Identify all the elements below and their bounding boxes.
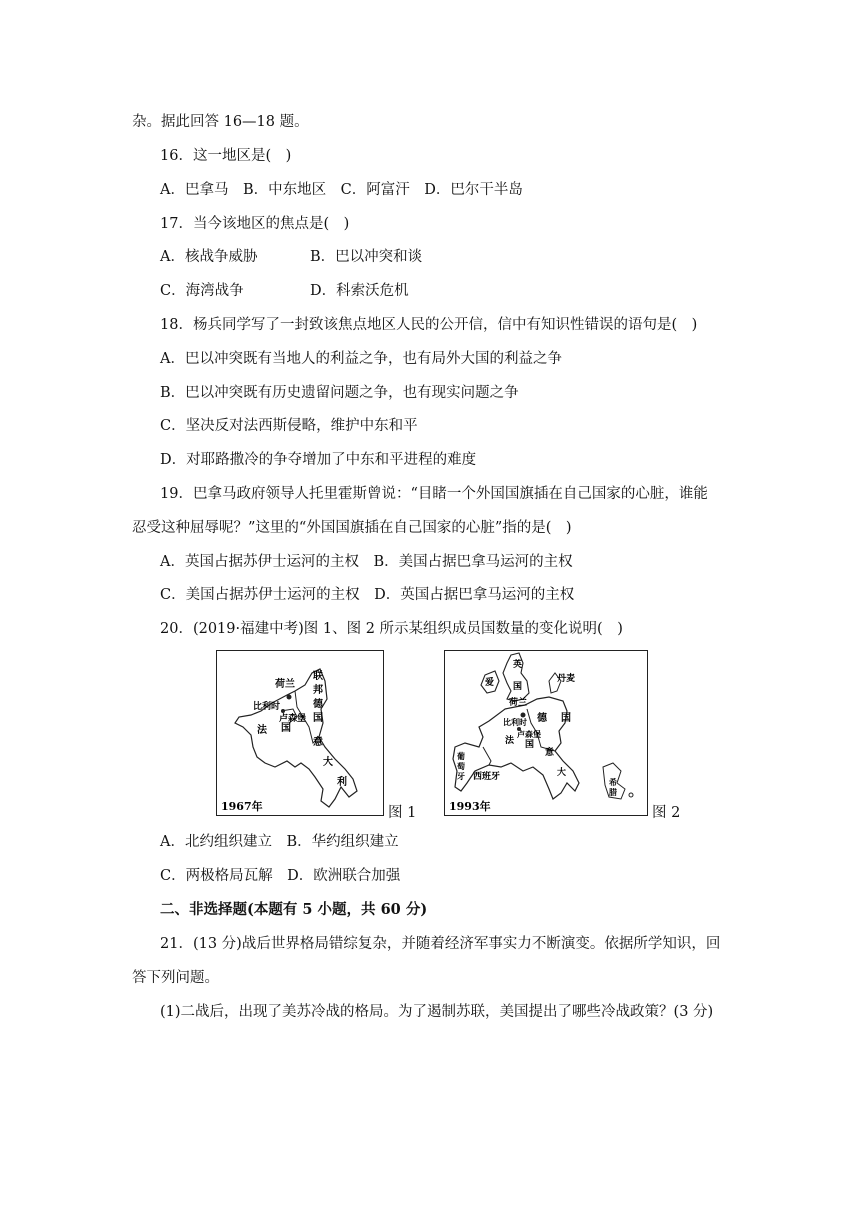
label-spain: 西班牙: [473, 772, 501, 782]
label-italy-3: 利: [337, 777, 347, 788]
label-germany-2: 国: [561, 713, 571, 724]
label-portugal-2: 萄: [457, 761, 465, 771]
label-luxembourg: 卢森堡: [279, 714, 307, 724]
label-frg-2: 邦: [313, 685, 323, 696]
label-ireland: 爱: [485, 678, 495, 688]
map-year-1993: 1993年: [449, 800, 491, 813]
question-21-line1: 21．(13 分)战后世界格局错综复杂，并随着经济军事实力不断演变。依据所学知识，回: [160, 936, 721, 952]
question-18-option-c: C．坚决反对法西斯侵略，维护中东和平: [160, 418, 418, 434]
question-19-options-ab: A．英国占据苏伊士运河的主权 B．美国占据巴拿马运河的主权: [160, 554, 573, 570]
section-heading: 二、非选择题(本题有 5 小题，共 60 分): [160, 901, 428, 918]
question-20-options-ab: A．北约组织建立 B．华约组织建立: [160, 834, 399, 850]
question-16-options: A．巴拿马 B．中东地区 C．阿富汗 D．巴尔干半岛: [160, 182, 523, 198]
netherlands-marker: [287, 695, 292, 700]
label-france-2: 国: [281, 723, 291, 734]
question-18-option-a: A．巴以冲突既有当地人的利益之争，也有局外大国的利益之争: [160, 351, 562, 367]
question-17-option-a: A．核战争威胁: [160, 249, 258, 265]
label-denmark: 丹麦: [557, 674, 576, 684]
label-italy-2: 大: [323, 757, 333, 768]
label-frg-3: 德: [313, 699, 323, 710]
map-figure-2: [444, 650, 648, 816]
label-uk-2: 国: [513, 682, 523, 692]
label-luxembourg: 卢森堡: [517, 729, 541, 739]
question-17-option-d: D．科索沃危机: [310, 283, 409, 299]
figure-2-caption: 图 2: [652, 805, 681, 821]
label-italy-2: 大: [557, 768, 567, 778]
label-portugal-1: 葡: [457, 751, 465, 761]
text-line: 杂。据此回答 16—18 题。: [132, 114, 309, 130]
question-21-line2: 答下列问题。: [132, 970, 219, 986]
question-16: 16．这一地区是( ): [160, 148, 292, 164]
question-20-options-cd: C．两极格局瓦解 D．欧洲联合加强: [160, 868, 401, 884]
label-italy-1: 意: [313, 737, 323, 748]
label-greece-1: 希: [609, 777, 617, 787]
question-18-option-d: D．对耶路撒冷的争夺增加了中东和平进程的难度: [160, 452, 477, 468]
label-france: 法: [505, 736, 515, 746]
label-italy-1: 意: [545, 748, 555, 758]
figure-1-caption: 图 1: [388, 805, 417, 821]
question-19-options-cd: C．美国占据苏伊士运河的主权 D．英国占据巴拿马运河的主权: [160, 587, 575, 603]
question-20: 20．(2019·福建中考)图 1、图 2 所示某组织成员国数量的变化说明( ): [160, 621, 623, 637]
map-year-1967: 1967年: [221, 800, 263, 813]
label-france-2: 国: [525, 740, 535, 750]
label-netherlands: 荷兰: [509, 698, 528, 708]
label-frg-1: 联: [313, 671, 323, 682]
label-greece-2: 腊: [609, 787, 617, 797]
label-portugal-3: 牙: [457, 771, 465, 781]
map-1967-illustration: [217, 651, 383, 815]
map-1993-illustration: [445, 651, 647, 815]
label-uk-1: 英: [513, 660, 523, 670]
luxembourg-marker: [281, 709, 285, 713]
label-belgium: 比利时: [503, 717, 527, 727]
question-19-line2: 忍受这种屈辱呢？”这里的“外国国旗插在自己国家的心脏”指的是( ): [132, 520, 572, 536]
map-figure-1: [216, 650, 384, 816]
question-17: 17．当今该地区的焦点是( ): [160, 216, 350, 232]
question-17-option-c: C．海湾战争: [160, 283, 244, 299]
question-21-sub1: (1)二战后，出现了美苏冷战的格局。为了遏制苏联，美国提出了哪些冷战政策？(3 分): [160, 1004, 714, 1020]
question-18: 18．杨兵同学写了一封致该焦点地区人民的公开信，信中有知识性错误的语句是( ): [160, 317, 698, 333]
label-france: 法: [257, 725, 267, 736]
question-19-line1: 19．巴拿马政府领导人托里霍斯曾说：“目睹一个外国国旗插在自己国家的心脏，谁能: [160, 486, 708, 502]
question-18-option-b: B．巴以冲突既有历史遗留问题之争，也有现实问题之争: [160, 385, 519, 401]
label-belgium: 比利时: [253, 702, 281, 712]
label-frg-4: 国: [313, 713, 323, 724]
label-germany-1: 德: [537, 713, 547, 724]
label-netherlands: 荷兰: [275, 679, 295, 690]
question-17-option-b: B．巴以冲突和谈: [310, 249, 423, 265]
